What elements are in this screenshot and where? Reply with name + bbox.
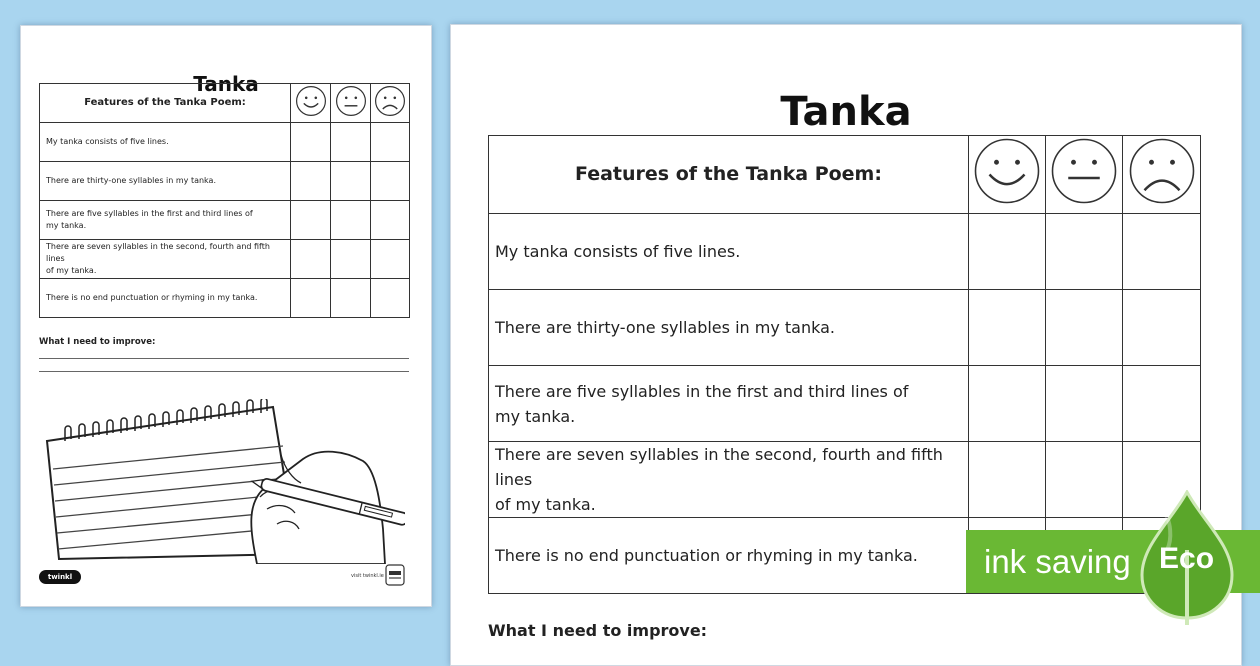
eco-label: Eco xyxy=(1159,542,1215,575)
improve-label: What I need to improve: xyxy=(488,621,708,640)
checkbox-cell[interactable] xyxy=(371,123,410,162)
criterion-text: My tanka consists of five lines. xyxy=(489,214,969,290)
happy-face-icon xyxy=(291,84,331,123)
neutral-face-icon xyxy=(331,84,371,123)
checkbox-cell[interactable] xyxy=(291,123,331,162)
sad-face-icon xyxy=(1123,136,1201,214)
checkbox-cell[interactable] xyxy=(291,240,331,279)
checkbox-cell[interactable] xyxy=(1123,214,1201,290)
twinkl-logo: twinkl xyxy=(39,570,81,584)
checkbox-cell[interactable] xyxy=(1123,366,1201,442)
checkbox-cell[interactable] xyxy=(969,290,1046,366)
checkbox-cell[interactable] xyxy=(291,201,331,240)
happy-face-icon xyxy=(969,136,1046,214)
checkbox-cell[interactable] xyxy=(371,240,410,279)
checkbox-cell[interactable] xyxy=(291,162,331,201)
checkbox-cell[interactable] xyxy=(969,214,1046,290)
criterion-text: There is no end punctuation or rhyming in my tanka. xyxy=(489,518,969,594)
checkbox-cell[interactable] xyxy=(331,123,371,162)
checkbox-cell[interactable] xyxy=(1046,214,1123,290)
checkbox-cell[interactable] xyxy=(371,162,410,201)
preview-sheet-small[interactable] xyxy=(20,25,432,607)
criterion-text: There are thirty-one syllables in my tanka. xyxy=(40,162,291,201)
table-row xyxy=(40,201,410,240)
improve-label: What I need to improve: xyxy=(39,337,156,347)
checkbox-cell[interactable] xyxy=(969,366,1046,442)
criterion-text: There are seven syllables in the second, fourth and fifth lines of my tanka. xyxy=(40,240,291,279)
neutral-face-icon xyxy=(1046,136,1123,214)
table-row xyxy=(40,279,410,318)
checkbox-cell[interactable] xyxy=(331,240,371,279)
criterion-text: There are five syllables in the first and third lines of my tanka. xyxy=(489,366,969,442)
table-header: Features of the Tanka Poem: xyxy=(40,84,291,123)
writing-line[interactable] xyxy=(39,358,409,359)
table-row xyxy=(489,214,1201,290)
table-row xyxy=(40,240,410,279)
checkbox-cell[interactable] xyxy=(1123,290,1201,366)
table-row xyxy=(40,162,410,201)
table-header: Features of the Tanka Poem: xyxy=(489,136,969,214)
checkbox-cell[interactable] xyxy=(331,162,371,201)
badge-logo-icon xyxy=(385,564,405,586)
criterion-text: There is no end punctuation or rhyming in my tanka. xyxy=(40,279,291,318)
table-row xyxy=(40,123,410,162)
checkbox-cell[interactable] xyxy=(331,201,371,240)
criterion-text: There are thirty-one syllables in my tanka. xyxy=(489,290,969,366)
checkbox-cell[interactable] xyxy=(1046,290,1123,366)
table-row xyxy=(489,290,1201,366)
ink-saving-eco-badge[interactable] xyxy=(966,490,1260,630)
checkbox-cell[interactable] xyxy=(291,279,331,318)
criterion-text: My tanka consists of five lines. xyxy=(40,123,291,162)
checkbox-cell[interactable] xyxy=(1046,366,1123,442)
checkbox-cell[interactable] xyxy=(371,279,410,318)
criterion-text: There are seven syllables in the second, fourth and fifth lines of my tanka. xyxy=(489,442,969,518)
features-table xyxy=(39,83,410,318)
sheet-title: Tanka xyxy=(780,89,912,135)
sheet-title: Tanka xyxy=(193,72,259,96)
checkbox-cell[interactable] xyxy=(371,201,410,240)
notebook-hand-illustration xyxy=(45,399,405,564)
ink-saving-label: ink saving xyxy=(984,543,1131,580)
criterion-text: There are five syllables in the first and third lines of my tanka. xyxy=(40,201,291,240)
table-row xyxy=(489,366,1201,442)
writing-line[interactable] xyxy=(39,371,409,372)
checkbox-cell[interactable] xyxy=(331,279,371,318)
visit-url: visit twinkl.ie xyxy=(351,573,384,579)
sad-face-icon xyxy=(371,84,410,123)
